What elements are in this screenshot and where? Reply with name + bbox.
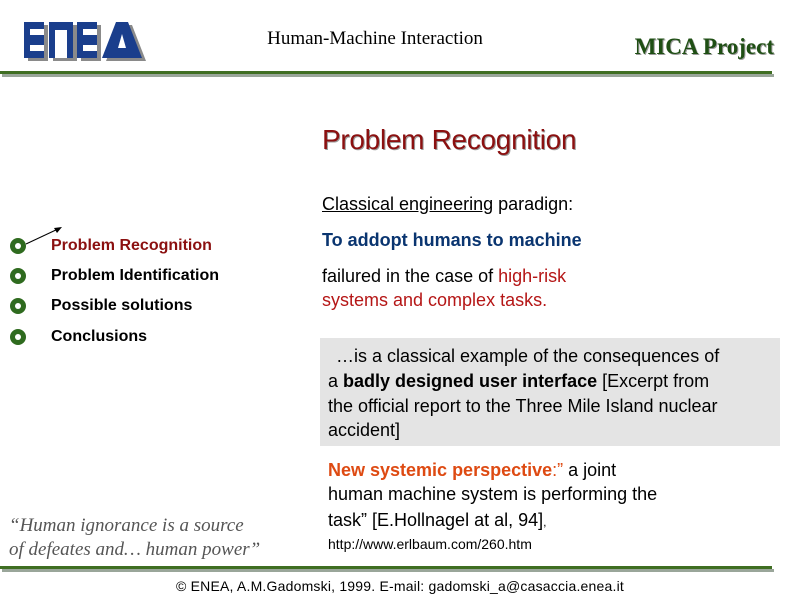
- nav-item-problem-recognition[interactable]: [10, 235, 212, 257]
- nav-item-label: Conclusions: [51, 328, 148, 345]
- footer-copyright: © ENEA, A.M.Gadomski, 1999. E-mail: gadomski_a@casaccia.enea.it: [176, 578, 624, 594]
- header-project-title: MICA Project: [634, 34, 774, 59]
- quote-line-2: [328, 371, 709, 392]
- paradigm-suffix: paradign:: [493, 194, 574, 214]
- systemic-heading: New systemic perspective: [328, 460, 553, 480]
- high-risk-text: high-risk: [498, 266, 567, 286]
- paradigm-line: [322, 194, 573, 215]
- nav-item-label: Possible solutions: [51, 297, 193, 314]
- quote-text: a: [328, 371, 344, 391]
- systemic-tail: ,: [543, 515, 547, 529]
- systemic-line-3: [328, 510, 546, 531]
- paradigm-underlined: Classical engineering: [322, 194, 494, 214]
- nav-item-conclusions[interactable]: [10, 326, 147, 348]
- nav-item-label: Problem Recognition: [51, 237, 212, 254]
- bullet-icon: [10, 329, 26, 345]
- header-rule: [0, 71, 772, 74]
- bullet-icon: [10, 268, 26, 284]
- quote-line-3: the official report to the Three Mile Island nuclear: [328, 396, 718, 416]
- systemic-text: a joint: [563, 460, 617, 480]
- nav-item-problem-identification[interactable]: [10, 265, 219, 287]
- quote-text: [Excerpt from: [597, 371, 710, 391]
- failured-line-1: [322, 266, 566, 287]
- nav-item-possible-solutions[interactable]: [10, 295, 192, 317]
- failured-text: failured in the case of: [322, 266, 499, 286]
- bullet-icon: [10, 238, 26, 254]
- failured-line-2: systems and complex tasks.: [322, 290, 548, 310]
- quote-line-4: accident]: [328, 420, 401, 440]
- footer-rule: [0, 566, 772, 569]
- left-quote: [9, 514, 260, 562]
- quote-bold-text: badly designed user interface: [343, 371, 598, 391]
- bullet-icon: [10, 298, 26, 314]
- nav-item-label: Problem Identification: [51, 267, 220, 284]
- header-rule-shadow: [2, 74, 774, 77]
- header-center-title: Human-Machine Interaction: [267, 28, 483, 49]
- systemic-line-2: human machine system is performing the: [328, 484, 658, 504]
- enea-logo: [24, 22, 148, 64]
- left-quote-line-1: “Human ignorance is a source: [9, 515, 244, 536]
- left-quote-line-2: of defeates and… human power”: [9, 539, 261, 560]
- systemic-colon: :”: [552, 460, 564, 480]
- addopt-line: To addopt humans to machine: [322, 230, 582, 250]
- reference-url[interactable]: http://www.erlbaum.com/260.htm: [328, 536, 532, 552]
- footer-rule-shadow: [2, 569, 774, 572]
- quote-line-1: …is a classical example of the consequences of: [336, 346, 720, 366]
- slide-title: Problem Recognition: [322, 124, 577, 155]
- systemic-citation: task” [E.Hollnagel at al, 94]: [328, 510, 544, 530]
- systemic-line-1: [328, 460, 616, 481]
